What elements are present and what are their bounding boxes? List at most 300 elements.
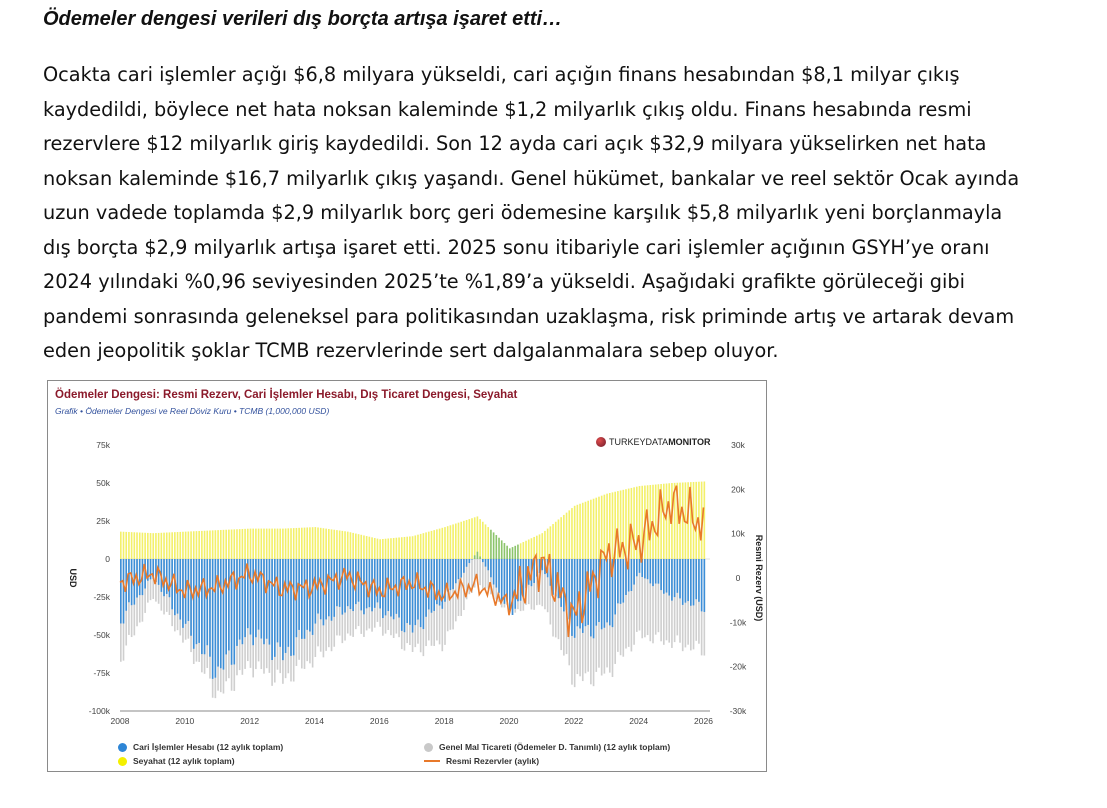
current-account-bar: [120, 559, 122, 623]
current-account-bar: [369, 559, 371, 607]
legend-item-current-account[interactable]: [118, 742, 283, 752]
article-heading: Ödemeler dengesi verileri dış borçta artışa işaret etti…: [43, 8, 563, 30]
travel-bar: [123, 532, 125, 559]
travel-bar: [193, 531, 195, 559]
current-account-bar: [298, 559, 300, 630]
travel-bar: [196, 531, 198, 559]
current-account-bar: [666, 559, 668, 593]
current-account-bar: [212, 559, 214, 679]
y-tick-label: -100k: [88, 706, 110, 716]
travel-bar: [220, 530, 222, 559]
legend-item-travel[interactable]: [118, 756, 235, 766]
current-account-bar: [514, 559, 516, 609]
travel-bar: [206, 531, 208, 559]
travel-bar: [433, 530, 435, 559]
travel-bar: [485, 524, 487, 559]
travel-bar: [298, 528, 300, 559]
current-account-bar: [204, 559, 206, 654]
travel-bar: [255, 529, 257, 559]
travel-bar: [166, 533, 168, 559]
current-account-bar: [647, 559, 649, 579]
travel-bar: [625, 489, 627, 559]
current-account-bar: [652, 559, 654, 586]
current-account-bar: [131, 559, 133, 605]
paragraph-line: Ocakta cari işlemler açığı $6,8 milyara yükseldi, cari açığın finans hesabından $8,1 milyar çıkış: [43, 63, 960, 86]
travel-bar: [423, 533, 425, 559]
current-account-bar: [177, 559, 179, 614]
current-account-bar: [471, 559, 473, 560]
travel-bar: [523, 542, 525, 559]
current-account-bar: [701, 559, 703, 611]
current-account-bar: [463, 559, 465, 573]
travel-bar: [406, 537, 408, 559]
current-account-bar: [377, 559, 379, 602]
paragraph-line: dış borçta $2,9 milyarlık artışa işaret etti. 2025 sonu itibariyle cari işlemler açığının GSYH’ye oranı: [43, 235, 990, 259]
travel-bar: [161, 533, 163, 559]
current-account-bar: [379, 559, 381, 608]
travel-bar: [239, 529, 241, 559]
current-account-bar: [439, 559, 441, 606]
travel-bar: [201, 531, 203, 559]
travel-bar: [417, 535, 419, 559]
travel-bar: [468, 519, 470, 559]
travel-bar: [236, 529, 238, 559]
current-account-bar: [450, 559, 452, 590]
travel-bar: [514, 546, 516, 559]
current-account-bar: [228, 559, 230, 650]
current-account-bar: [252, 559, 254, 645]
travel-bar: [287, 528, 289, 559]
travel-bar: [263, 529, 265, 559]
current-account-bar: [431, 559, 433, 613]
travel-bar: [266, 529, 268, 559]
current-account-bar: [188, 559, 190, 621]
travel-bar: [590, 500, 592, 559]
travel-bar: [501, 540, 503, 559]
travel-bar: [131, 532, 133, 559]
y-tick-label: -75k: [93, 668, 110, 678]
travel-bar: [144, 533, 146, 559]
travel-bar: [382, 539, 384, 559]
current-account-bar: [304, 559, 306, 639]
travel-bar: [568, 510, 570, 559]
travel-bar: [552, 524, 554, 559]
travel-bar: [179, 532, 181, 559]
travel-bar: [450, 525, 452, 559]
current-account-bar: [677, 559, 679, 593]
travel-bar: [431, 531, 433, 559]
current-account-bar: [293, 559, 295, 655]
travel-bar: [185, 532, 187, 559]
current-account-bar: [360, 559, 362, 610]
current-account-bar: [633, 559, 635, 585]
travel-bar: [350, 532, 352, 559]
travel-bar: [360, 535, 362, 559]
travel-bar: [460, 522, 462, 559]
current-account-bar: [671, 559, 673, 601]
current-account-bar: [225, 559, 227, 654]
current-account-bar: [333, 559, 335, 617]
chart-title: Ödemeler Dengesi: Resmi Rezerv, Cari İşlemler Hesabı, Dış Ticaret Dengesi, Seyahat: [55, 389, 518, 401]
travel-bar: [371, 537, 373, 559]
travel-bar: [393, 538, 395, 559]
current-account-bar: [574, 559, 576, 638]
current-account-bar: [263, 559, 265, 644]
x-tick-label: 2022: [564, 716, 584, 726]
current-account-bar: [577, 559, 579, 626]
current-account-bar: [193, 559, 195, 649]
travel-bar: [228, 530, 230, 559]
travel-bar: [344, 531, 346, 559]
travel-bar: [539, 534, 541, 559]
legend-item-goods-trade[interactable]: [424, 742, 670, 752]
travel-bar: [668, 483, 670, 559]
travel-bar: [163, 533, 165, 559]
y-tick-label: 25k: [96, 516, 110, 526]
travel-bar: [369, 537, 371, 559]
current-account-bar: [414, 559, 416, 625]
y2-tick-label: 20k: [731, 484, 745, 495]
current-account-bar: [501, 559, 503, 602]
current-account-bar: [644, 559, 646, 578]
travel-bar: [404, 537, 406, 559]
current-account-bar: [406, 559, 408, 623]
travel-bar: [363, 535, 365, 559]
travel-bar: [355, 534, 357, 559]
travel-bar: [441, 528, 443, 559]
travel-bar: [242, 529, 244, 559]
y2-tick-label: -10k: [729, 617, 747, 628]
travel-bar: [577, 505, 579, 559]
travel-bar: [455, 524, 457, 559]
travel-bar: [593, 499, 595, 559]
current-account-bar: [604, 559, 606, 628]
travel-bar: [309, 527, 311, 559]
current-account-bar: [344, 559, 346, 613]
travel-bar: [482, 522, 484, 559]
legend-label: Cari İşlemler Hesabı (12 aylık toplam): [133, 742, 284, 752]
current-account-bar: [639, 559, 641, 573]
current-account-bar: [674, 559, 676, 597]
current-account-bar: [347, 559, 349, 606]
travel-bar: [512, 547, 514, 559]
current-account-bar: [474, 555, 476, 559]
travel-bar: [498, 538, 500, 559]
current-account-bar: [220, 559, 222, 668]
legend-dot-icon: [424, 743, 433, 752]
travel-bar: [528, 539, 530, 559]
travel-bar: [474, 517, 476, 559]
y2-tick-label: 0: [735, 573, 741, 583]
current-account-bar: [695, 559, 697, 599]
travel-bar: [479, 519, 481, 559]
travel-bar: [182, 532, 184, 559]
travel-bar: [225, 530, 227, 559]
travel-bar: [331, 529, 333, 559]
legend-item-reserves[interactable]: [424, 756, 539, 766]
current-account-bar: [441, 559, 443, 609]
current-account-bar: [287, 559, 289, 647]
current-account-bar: [269, 559, 271, 645]
travel-bar: [471, 518, 473, 559]
travel-bar: [463, 521, 465, 559]
current-account-bar: [685, 559, 687, 603]
current-account-bar: [687, 559, 689, 601]
x-tick-label: 2012: [240, 716, 260, 726]
current-account-bar: [285, 559, 287, 653]
current-account-bar: [487, 559, 489, 570]
current-account-bar: [682, 559, 684, 605]
travel-bar: [504, 543, 506, 559]
current-account-bar: [312, 559, 314, 635]
travel-bar: [366, 536, 368, 559]
travel-bar: [574, 506, 576, 559]
current-account-bar: [468, 559, 470, 563]
travel-bar: [304, 528, 306, 559]
legend-label: Resmi Rezervler (aylık): [446, 756, 540, 766]
current-account-bar: [363, 559, 365, 614]
goods-trade-bar: [482, 559, 484, 589]
current-account-bar: [420, 559, 422, 627]
current-account-bar: [452, 559, 454, 589]
paragraph-line: pandemi sonrasında geleneksel para politikasından uzaklaşma, risk priminde artış ve artarak devam: [43, 304, 1015, 328]
current-account-bar: [617, 559, 619, 603]
travel-bar: [296, 528, 298, 559]
current-account-bar: [201, 559, 203, 654]
current-account-bar: [704, 559, 706, 612]
current-account-bar: [279, 559, 281, 647]
current-account-bar: [260, 559, 262, 639]
travel-bar: [282, 529, 284, 559]
travel-bar: [279, 529, 281, 559]
current-account-bar: [560, 559, 562, 607]
current-account-bar: [331, 559, 333, 621]
travel-bar: [250, 529, 252, 559]
travel-bar: [217, 530, 219, 559]
current-account-bar: [466, 559, 468, 567]
travel-bar: [188, 532, 190, 559]
travel-bar: [312, 527, 314, 559]
travel-bar: [447, 526, 449, 559]
current-account-bar: [482, 559, 484, 562]
current-account-bar: [417, 559, 419, 620]
travel-bar: [666, 484, 668, 559]
current-account-bar: [290, 559, 292, 656]
x-tick-label: 2018: [434, 716, 454, 726]
current-account-bar: [382, 559, 384, 618]
travel-bar: [466, 520, 468, 559]
travel-bar: [563, 515, 565, 559]
travel-bar: [420, 534, 422, 559]
x-tick-label: 2008: [110, 716, 130, 726]
travel-bar: [396, 538, 398, 559]
travel-bar: [215, 530, 217, 559]
current-account-bar: [206, 559, 208, 645]
travel-bar: [509, 548, 511, 559]
current-account-bar: [306, 559, 308, 630]
current-account-bar: [690, 559, 692, 606]
current-account-bar: [658, 559, 660, 584]
travel-bar: [517, 545, 519, 559]
current-account-bar: [601, 559, 603, 629]
travel-bar: [525, 541, 527, 559]
travel-bar: [177, 532, 179, 559]
travel-bar: [174, 532, 176, 559]
travel-bar: [682, 482, 684, 559]
travel-bar: [401, 537, 403, 559]
current-account-bar: [622, 559, 624, 603]
travel-bar: [233, 529, 235, 559]
current-account-bar: [509, 559, 511, 610]
travel-bar: [547, 529, 549, 559]
current-account-bar: [631, 559, 633, 591]
current-account-bar: [485, 559, 487, 567]
travel-bar: [347, 532, 349, 559]
travel-bar: [269, 529, 271, 559]
travel-bar: [544, 531, 546, 559]
current-account-bar: [649, 559, 651, 583]
chart-figure: [47, 380, 767, 772]
travel-bar: [496, 535, 498, 559]
travel-bar: [190, 531, 192, 559]
current-account-bar: [163, 559, 165, 596]
current-account-bar: [150, 559, 152, 579]
travel-bar: [339, 531, 341, 560]
current-account-bar: [128, 559, 130, 602]
goods-trade-bar: [479, 559, 481, 585]
current-account-bar: [242, 559, 244, 644]
travel-bar: [598, 497, 600, 559]
current-account-bar: [358, 559, 360, 602]
current-account-bar: [490, 559, 492, 577]
travel-bar: [277, 529, 279, 559]
travel-bar: [385, 539, 387, 559]
brand-light: TURKEYDATA: [609, 437, 669, 447]
current-account-bar: [190, 559, 192, 636]
travel-bar: [412, 536, 414, 559]
current-account-bar: [404, 559, 406, 632]
travel-bar: [136, 532, 138, 559]
current-account-bar: [512, 559, 514, 615]
travel-bar: [260, 529, 262, 559]
paragraph-line: uzun vadede toplamda $2,9 milyarlık borç geri ödemesine karşılık $5,8 milyarlık yeni borçlanmayla: [43, 201, 1003, 224]
travel-bar: [247, 529, 249, 559]
travel-bar: [649, 485, 651, 559]
current-account-bar: [590, 559, 592, 636]
travel-bar: [325, 529, 327, 559]
travel-bar: [258, 529, 260, 559]
y2-tick-label: -20k: [729, 661, 747, 672]
current-account-bar: [123, 559, 125, 623]
travel-bar: [493, 532, 495, 559]
current-account-bar: [215, 559, 217, 678]
current-account-bar: [139, 559, 141, 595]
y-tick-label: 50k: [96, 478, 110, 488]
travel-bar: [352, 533, 354, 559]
travel-bar: [323, 528, 325, 559]
travel-bar: [533, 537, 535, 559]
travel-bar: [169, 532, 171, 559]
y-tick-label: 0: [105, 554, 110, 564]
current-account-bar: [460, 559, 462, 577]
current-account-bar: [477, 552, 479, 559]
legend-label: Seyahat (12 aylık toplam): [133, 756, 235, 766]
current-account-bar: [496, 559, 498, 588]
current-account-bar: [563, 559, 565, 611]
travel-bar: [158, 533, 160, 559]
current-account-bar: [401, 559, 403, 631]
x-tick-label: 2016: [369, 716, 389, 726]
travel-bar: [541, 533, 543, 559]
travel-bar: [293, 528, 295, 559]
travel-bar: [587, 501, 589, 559]
travel-bar: [631, 488, 633, 559]
current-account-bar: [428, 559, 430, 609]
current-account-bar: [663, 559, 665, 594]
travel-bar: [425, 532, 427, 559]
travel-bar: [317, 527, 319, 559]
travel-bar: [387, 538, 389, 559]
travel-bar: [139, 533, 141, 559]
travel-bar: [274, 529, 276, 559]
current-account-bar: [493, 559, 495, 585]
current-account-bar: [169, 559, 171, 597]
x-tick-label: 2010: [175, 716, 195, 726]
travel-bar: [582, 503, 584, 559]
current-account-bar: [668, 559, 670, 596]
travel-bar: [487, 527, 489, 559]
y-tick-label: -50k: [93, 630, 110, 640]
travel-bar: [604, 495, 606, 559]
current-account-bar: [282, 559, 284, 660]
article-paragraph: [43, 58, 1093, 369]
legend-label: Genel Mal Ticareti (Ödemeler D. Tanımlı) (12 aylık toplam): [439, 742, 671, 752]
travel-bar: [490, 530, 492, 559]
current-account-bar: [250, 559, 252, 635]
travel-bar: [315, 527, 317, 559]
current-account-bar: [458, 559, 460, 579]
travel-bar: [379, 539, 381, 559]
current-account-bar: [320, 559, 322, 619]
travel-bar: [134, 532, 136, 559]
y2-tick-label: 30k: [731, 440, 745, 450]
travel-bar: [285, 528, 287, 559]
travel-bar: [147, 533, 149, 559]
paragraph-line: 2024 yılındaki %0,96 seviyesinden 2025’te %1,89’a yükseldi. Aşağıdaki grafikte görüleceği gibi: [43, 270, 965, 293]
current-account-bar: [498, 559, 500, 593]
travel-bar: [342, 531, 344, 559]
travel-bar: [506, 546, 508, 559]
legend-dot-icon: [118, 743, 127, 752]
current-account-bar: [571, 559, 573, 636]
travel-bar: [120, 532, 122, 559]
current-account-bar: [587, 559, 589, 625]
travel-bar: [150, 533, 152, 559]
travel-bar: [571, 508, 573, 559]
travel-bar: [328, 529, 330, 559]
travel-bar: [409, 536, 411, 559]
travel-bar: [301, 528, 303, 559]
current-account-bar: [620, 559, 622, 604]
paragraph-line: noksan kaleminde $16,7 milyarlık çıkış yaşandı. Genel hükümet, bankalar ve reel sektör Ocak ayında: [43, 166, 1020, 190]
x-tick-label: 2024: [629, 716, 649, 726]
current-account-bar: [479, 556, 481, 559]
travel-bar: [612, 492, 614, 559]
travel-bar: [244, 529, 246, 559]
chart-subtitle: Grafik • Ödemeler Dengesi ve Reel Döviz Kuru • TCMB (1,000,000 USD): [55, 406, 330, 416]
current-account-bar: [236, 559, 238, 646]
travel-bar: [374, 538, 376, 559]
